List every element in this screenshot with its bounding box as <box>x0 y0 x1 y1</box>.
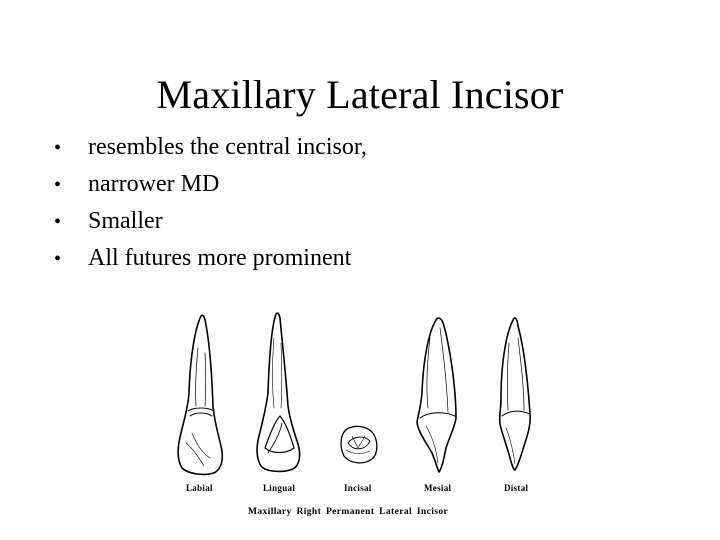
bullet-list <box>54 132 367 280</box>
bullet-text: resembles the central incisor, <box>88 134 367 160</box>
bullet-item <box>54 132 367 169</box>
bullet-item <box>54 206 367 243</box>
incisal-label: Incisal <box>344 483 372 493</box>
figure-caption: Maxillary Right Permanent Lateral Incisor <box>248 507 449 517</box>
labial-label: Labial <box>186 483 213 493</box>
bullet-marker: • <box>54 174 62 196</box>
distal-label: Distal <box>504 483 529 493</box>
mesial-tooth-drawing <box>417 318 456 472</box>
lingual-label: Lingual <box>263 483 296 493</box>
bullet-text: narrower MD <box>88 171 220 197</box>
tooth-drawings <box>168 308 548 533</box>
bullet-marker: • <box>54 211 62 233</box>
bullet-text: All futures more prominent <box>88 245 352 271</box>
bullet-marker: • <box>54 137 62 159</box>
tooth-illustration <box>168 308 548 533</box>
labial-tooth-drawing <box>178 315 222 474</box>
slide-title: Maxillary Lateral Incisor <box>156 72 564 117</box>
incisal-tooth-drawing <box>341 426 377 462</box>
bullet-text: Smaller <box>88 208 163 234</box>
bullet-marker: • <box>54 248 62 270</box>
lingual-tooth-drawing <box>257 313 299 471</box>
distal-tooth-drawing <box>500 318 530 470</box>
bullet-item <box>54 243 367 280</box>
mesial-label: Mesial <box>424 483 452 493</box>
bullet-item <box>54 169 367 206</box>
